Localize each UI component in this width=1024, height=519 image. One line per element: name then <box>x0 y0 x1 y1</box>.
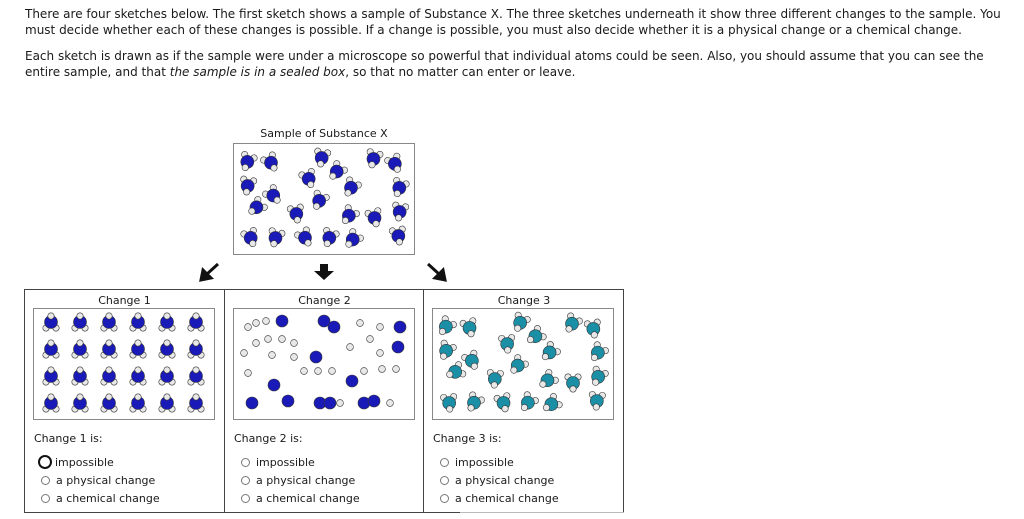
molecule <box>586 340 610 364</box>
molecule <box>389 225 408 246</box>
atom <box>394 321 406 333</box>
molecule <box>188 394 204 412</box>
molecule <box>523 324 547 348</box>
molecule <box>265 227 286 249</box>
atom <box>253 340 260 347</box>
radio-icon[interactable] <box>41 476 50 485</box>
atom <box>279 336 286 343</box>
molecule <box>337 203 361 227</box>
atom <box>246 397 258 409</box>
molecule <box>461 349 484 373</box>
change-3-title: Change 3 <box>497 294 551 307</box>
atom <box>324 397 336 409</box>
molecule <box>130 340 146 358</box>
atom <box>282 395 294 407</box>
instructions <box>25 7 1015 91</box>
arrow-down-left-icon <box>199 262 221 282</box>
molecule <box>43 394 59 412</box>
molecule <box>588 391 606 411</box>
molecule <box>341 227 365 252</box>
molecule <box>364 207 385 229</box>
radio-icon[interactable] <box>38 455 52 469</box>
atom <box>361 368 368 375</box>
atom <box>276 315 288 327</box>
molecule <box>587 365 610 389</box>
atom <box>357 320 364 327</box>
molecule <box>443 361 467 384</box>
molecule <box>188 313 204 331</box>
instructions-paragraph-1: There are four sketches below. The first sketch shows a sample of Substance X. The three sketches underneath it show three different changes to the sample. You must decide whether each of these changes is possible. If a change is possible, you must also decide whether it is a physical change or a chemical change. <box>25 7 1001 37</box>
molecule <box>308 189 331 213</box>
molecule <box>498 334 516 354</box>
molecule <box>244 195 269 219</box>
molecule <box>72 394 88 412</box>
molecule <box>101 367 117 385</box>
change-2-molecules <box>234 309 414 419</box>
atom <box>269 352 276 359</box>
molecule <box>535 368 560 392</box>
change-2-title: Change 2 <box>298 294 351 307</box>
instructions-paragraph-2: Each sketch is drawn as if the sample were under a microscope so powerful that individual atoms could be seen. Also, you should assume that you can see the entire sample, and that the sample is in a sealed box, so that no matter can enter or leave. <box>25 49 984 79</box>
molecule <box>434 314 458 338</box>
molecule <box>325 159 349 184</box>
atom <box>392 341 404 353</box>
atom <box>346 375 358 387</box>
atom <box>268 379 280 391</box>
molecule <box>459 317 480 339</box>
molecule <box>159 394 175 412</box>
atom <box>253 320 260 327</box>
molecule <box>298 167 320 190</box>
molecule <box>493 392 514 414</box>
molecule <box>43 313 59 331</box>
molecule <box>101 394 117 412</box>
atom <box>245 324 252 331</box>
molecule <box>188 340 204 358</box>
molecule <box>101 340 117 358</box>
molecule <box>130 367 146 385</box>
change-1-options <box>41 453 160 507</box>
molecule <box>188 367 204 385</box>
sample-sketch <box>233 143 415 255</box>
molecule <box>363 148 384 170</box>
molecule <box>539 392 563 416</box>
atom <box>377 350 384 357</box>
radio-icon[interactable] <box>241 494 250 503</box>
molecule <box>537 340 562 365</box>
atom <box>241 350 248 357</box>
molecule <box>390 201 409 222</box>
molecule <box>486 369 504 389</box>
change-3-option-chemical[interactable]: a chemical change <box>440 489 559 507</box>
atom <box>379 366 386 373</box>
molecule <box>240 226 262 249</box>
atom <box>367 336 374 343</box>
change-2-option-chemical[interactable]: a chemical change <box>241 489 360 507</box>
change-2-question: Change 2 is: <box>234 432 303 445</box>
molecule <box>43 340 59 358</box>
molecule <box>516 390 540 414</box>
molecule <box>101 313 117 331</box>
molecule <box>584 318 603 339</box>
molecule <box>388 176 410 199</box>
molecule <box>72 313 88 331</box>
atom <box>377 324 384 331</box>
molecule <box>384 152 407 176</box>
atom <box>328 321 340 333</box>
atom <box>263 318 270 325</box>
changes-table <box>24 289 624 513</box>
sample-molecules <box>234 144 414 254</box>
change-1-question: Change 1 is: <box>34 432 103 445</box>
radio-icon[interactable] <box>440 458 449 467</box>
radio-icon[interactable] <box>440 494 449 503</box>
scrollbar[interactable] <box>460 512 624 517</box>
change-2-panel <box>224 290 424 512</box>
molecule <box>312 147 331 168</box>
molecule <box>440 393 458 413</box>
change-3-sketch <box>432 308 614 420</box>
molecule <box>130 394 146 412</box>
molecule <box>287 203 306 224</box>
change-2-option-impossible[interactable]: impossible <box>241 453 360 471</box>
atom <box>245 370 252 377</box>
molecule <box>130 313 146 331</box>
molecule <box>293 226 316 250</box>
molecule <box>259 151 282 175</box>
atom <box>347 344 354 351</box>
change-2-option-physical[interactable]: a physical change <box>241 471 360 489</box>
radio-icon[interactable] <box>440 476 449 485</box>
molecule <box>72 340 88 358</box>
atom <box>368 395 380 407</box>
molecule <box>159 313 175 331</box>
change-3-question: Change 3 is: <box>433 432 502 445</box>
molecule <box>43 367 59 385</box>
radio-icon[interactable] <box>241 458 250 467</box>
change-1-option-impossible[interactable]: impossible <box>41 453 160 471</box>
atom <box>315 368 322 375</box>
molecule <box>159 340 175 358</box>
change-3-options <box>440 453 559 507</box>
molecule <box>560 312 583 336</box>
change-3-molecules <box>433 309 613 419</box>
sample-label: Sample of Substance X <box>260 127 388 140</box>
change-3-panel <box>423 290 624 512</box>
change-1-option-physical[interactable]: a physical change <box>41 471 160 489</box>
molecule <box>318 226 340 249</box>
molecule <box>565 374 581 392</box>
arrow-down-right-icon <box>425 262 447 282</box>
atom <box>329 368 336 375</box>
arrow-down-icon <box>312 263 336 281</box>
molecule <box>238 175 257 196</box>
atom <box>291 340 298 347</box>
molecule <box>339 176 362 200</box>
atom <box>387 400 394 407</box>
molecule <box>506 353 530 378</box>
atom <box>301 368 308 375</box>
molecule <box>462 391 485 415</box>
molecule <box>435 339 458 363</box>
atom <box>291 354 298 361</box>
change-3-option-physical[interactable]: a physical change <box>440 471 559 489</box>
change-1-panel <box>25 290 224 512</box>
atom <box>337 400 344 407</box>
change-3-option-impossible[interactable]: impossible <box>440 453 559 471</box>
change-1-option-chemical[interactable]: a chemical change <box>41 489 160 507</box>
change-1-molecules <box>34 309 214 419</box>
molecule <box>72 367 88 385</box>
molecule <box>236 150 258 173</box>
atom <box>310 351 322 363</box>
atom <box>265 336 272 343</box>
molecule <box>159 367 175 385</box>
atom <box>393 366 400 373</box>
radio-icon[interactable] <box>41 494 50 503</box>
change-1-title: Change 1 <box>98 294 151 307</box>
radio-icon[interactable] <box>241 476 250 485</box>
change-2-options <box>241 453 360 507</box>
change-1-sketch <box>33 308 215 420</box>
sealed-box-emphasis: the sample is in a sealed box <box>169 64 346 79</box>
change-2-sketch <box>233 308 415 420</box>
molecule <box>509 311 532 335</box>
